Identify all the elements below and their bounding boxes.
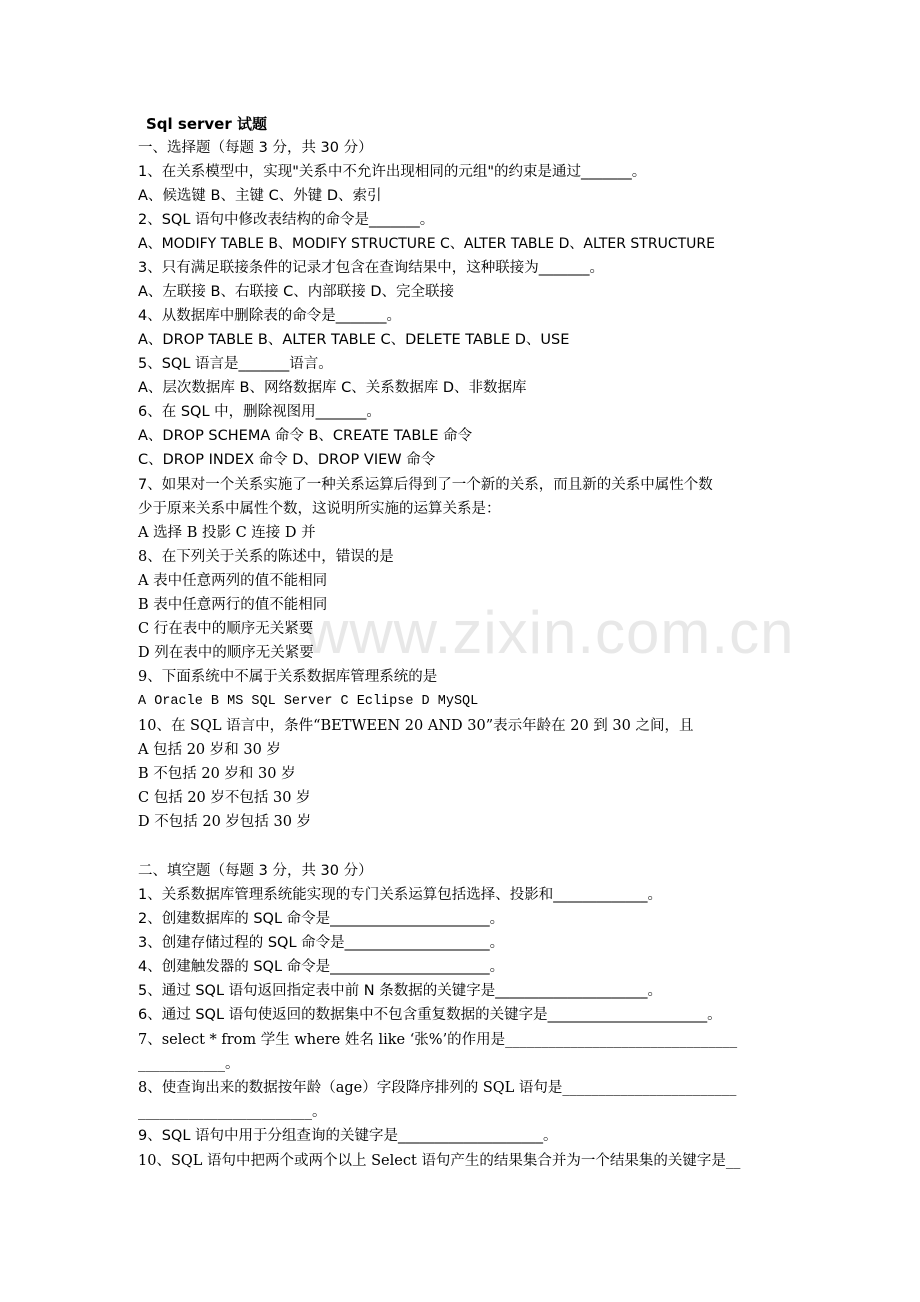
question-4: 4、从数据库中删除表的命令是_______。 bbox=[138, 308, 401, 324]
question-9-options: A Oracle B MS SQL Server C Eclipse D MySQL bbox=[138, 694, 479, 709]
fill-7-line1: 7、select * from 学生 where 姓名 like ‘张%’的作用是________________________________ bbox=[138, 1032, 738, 1048]
fill-9: 9、SQL 语句中用于分组查询的关键字是____________________。 bbox=[138, 1128, 558, 1144]
question-6: 6、在 SQL 中，删除视图用_______。 bbox=[138, 404, 381, 420]
fill-8-line2: ________________________。 bbox=[138, 1104, 327, 1120]
question-3: 3、只有满足联接条件的记录才包含在查询结果中，这种联接为_______。 bbox=[138, 260, 604, 276]
question-2: 2、SQL 语句中修改表结构的命令是_______。 bbox=[138, 212, 435, 228]
question-4-options: A、DROP TABLE B、ALTER TABLE C、DELETE TABLE D、USE bbox=[138, 332, 570, 348]
question-8-option-d: D 列在表中的顺序无关紧要 bbox=[138, 645, 314, 661]
fill-3: 3、创建存储过程的 SQL 命令是____________________。 bbox=[138, 935, 505, 951]
section1-header: 一、选择题（每题 3 分，共 30 分） bbox=[138, 140, 373, 156]
question-10-option-a: A 包括 20 岁和 30 岁 bbox=[138, 742, 281, 758]
question-6-options-cd: C、DROP INDEX 命令 D、DROP VIEW 命令 bbox=[138, 452, 436, 468]
question-7-line2: 少于原来关系中属性个数，这说明所实施的运算关系是： bbox=[138, 501, 501, 517]
document-title: Sql server 试题 bbox=[146, 115, 267, 133]
question-2-options: A、MODIFY TABLE B、MODIFY STRUCTURE C、ALTER TABLE D、ALTER STRUCTURE bbox=[138, 236, 715, 252]
fill-1: 1、关系数据库管理系统能实现的专门关系运算包括选择、投影和_____________。 bbox=[138, 887, 662, 903]
question-5: 5、SQL 语言是_______语言。 bbox=[138, 356, 333, 372]
fill-7-line2: ____________。 bbox=[138, 1056, 240, 1072]
section2-header: 二、填空题（每题 3 分，共 30 分） bbox=[138, 863, 373, 879]
question-7-line1: 7、如果对一个关系实施了一种关系运算后得到了一个新的关系，而且新的关系中属性个数 bbox=[138, 477, 713, 493]
question-8-option-c: C 行在表中的顺序无关紧要 bbox=[138, 621, 314, 637]
question-10: 10、在 SQL 语言中，条件“BETWEEN 20 AND 30”表示年龄在 20 到 30 之间，且 bbox=[138, 718, 694, 734]
question-6-options-ab: A、DROP SCHEMA 命令 B、CREATE TABLE 命令 bbox=[138, 428, 473, 444]
fill-8-line1: 8、使查询出来的数据按年龄（age）字段降序排列的 SQL 语句是________________________ bbox=[138, 1080, 737, 1096]
fill-6: 6、通过 SQL 语句使返回的数据集中不包含重复数据的关键字是______________________。 bbox=[138, 1007, 722, 1023]
question-10-option-d: D 不包括 20 岁包括 30 岁 bbox=[138, 814, 312, 830]
question-10-option-b: B 不包括 20 岁和 30 岁 bbox=[138, 766, 296, 782]
question-1-options: A、候选键 B、主键 C、外键 D、索引 bbox=[138, 188, 382, 204]
fill-5: 5、通过 SQL 语句返回指定表中前 N 条数据的关键字是_____________________。 bbox=[138, 983, 662, 999]
fill-4: 4、创建触发器的 SQL 命令是______________________。 bbox=[138, 959, 505, 975]
question-10-option-c: C 包括 20 岁不包括 30 岁 bbox=[138, 790, 311, 806]
question-3-options: A、左联接 B、右联接 C、内部联接 D、完全联接 bbox=[138, 284, 454, 300]
question-9: 9、下面系统中不属于关系数据库管理系统的是 bbox=[138, 669, 438, 685]
question-8: 8、在下列关于关系的陈述中，错误的是 bbox=[138, 549, 394, 565]
watermark: www.zixin.com.cn bbox=[305, 599, 795, 666]
fill-10: 10、SQL 语句中把两个或两个以上 Select 语句产生的结果集合并为一个结果集的关键字是__ bbox=[138, 1153, 741, 1169]
question-8-option-a: A 表中任意两列的值不能相同 bbox=[138, 573, 328, 589]
fill-2: 2、创建数据库的 SQL 命令是______________________。 bbox=[138, 911, 505, 927]
question-7-options: A 选择 B 投影 C 连接 D 并 bbox=[138, 525, 316, 541]
question-1: 1、在关系模型中，实现"关系中不允许出现相同的元组"的约束是通过_______。 bbox=[138, 164, 647, 180]
question-5-options: A、层次数据库 B、网络数据库 C、关系数据库 D、非数据库 bbox=[138, 380, 527, 396]
question-8-option-b: B 表中任意两行的值不能相同 bbox=[138, 597, 328, 613]
